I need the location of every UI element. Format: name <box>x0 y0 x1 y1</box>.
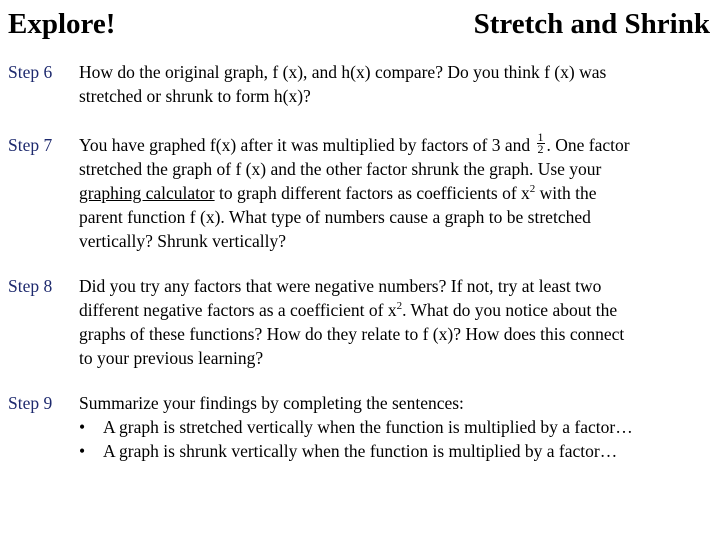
fraction-denominator: 2 <box>537 142 544 157</box>
step-text-line: Did you try any factors that were negative numbers? If not, try at least two <box>79 276 602 296</box>
step-text-line: stretched or shrunk to form h(x)? <box>79 86 311 106</box>
step-text-line: Summarize your findings by completing the sentences: <box>79 393 464 413</box>
step-text-line: How do the original graph, f (x), and h(x) compare? Do you think f (x) was <box>79 62 607 82</box>
step-body <box>79 274 714 370</box>
step-label: Step 7 <box>8 135 53 155</box>
fraction-one-half <box>537 132 545 155</box>
step-text-line: stretched the graph of f (x) and the other factor shrunk the graph. Use your <box>79 159 602 179</box>
graphing-calculator-link[interactable]: graphing calculator <box>79 183 215 203</box>
page-title: Explore! <box>8 8 116 40</box>
step-8 <box>8 274 714 370</box>
step-text-line: vertically? Shrunk vertically? <box>79 231 287 251</box>
step-label: Step 6 <box>8 62 53 82</box>
step-text-line: graphs of these functions? How do they relate to f (x)? How does this connect <box>79 324 625 344</box>
step-text: You have graphed f(x) after it was multiplied by factors of 3 and <box>79 135 531 155</box>
step-body <box>79 60 714 108</box>
fraction-numerator: 1 <box>537 130 544 145</box>
step-text: . One factor <box>546 135 630 155</box>
step-text-line: parent function f (x). What type of numbers cause a graph to be stretched <box>79 207 591 227</box>
list-item-text: A graph is stretched vertically when the function is multiplied by a factor… <box>103 417 633 437</box>
step-text: . What do you notice about the <box>402 300 618 320</box>
exponent: 2 <box>529 183 536 196</box>
step-text-line <box>79 130 714 157</box>
step-body <box>79 130 714 253</box>
step-text: with the <box>535 183 597 203</box>
step-body <box>79 391 714 463</box>
step-text-line: to your previous learning? <box>79 348 264 368</box>
step-text: different negative factors as a coefficient of x <box>79 300 397 320</box>
step-6 <box>8 60 714 108</box>
step-9 <box>8 391 714 463</box>
section-title: Stretch and Shrink <box>473 8 710 40</box>
step-7 <box>8 130 714 253</box>
list-item <box>79 439 714 463</box>
exponent: 2 <box>396 300 403 313</box>
step-label: Step 9 <box>8 393 53 413</box>
step-text-line <box>79 181 714 205</box>
list-item-text: A graph is shrunk vertically when the function is multiplied by a factor… <box>103 441 618 461</box>
step-text-line <box>79 298 714 322</box>
step-text: to graph different factors as coefficients of x <box>214 183 530 203</box>
list-item <box>79 415 714 439</box>
bullet-icon: • <box>79 441 86 461</box>
step-label: Step 8 <box>8 276 53 296</box>
bullet-icon: • <box>79 417 86 437</box>
